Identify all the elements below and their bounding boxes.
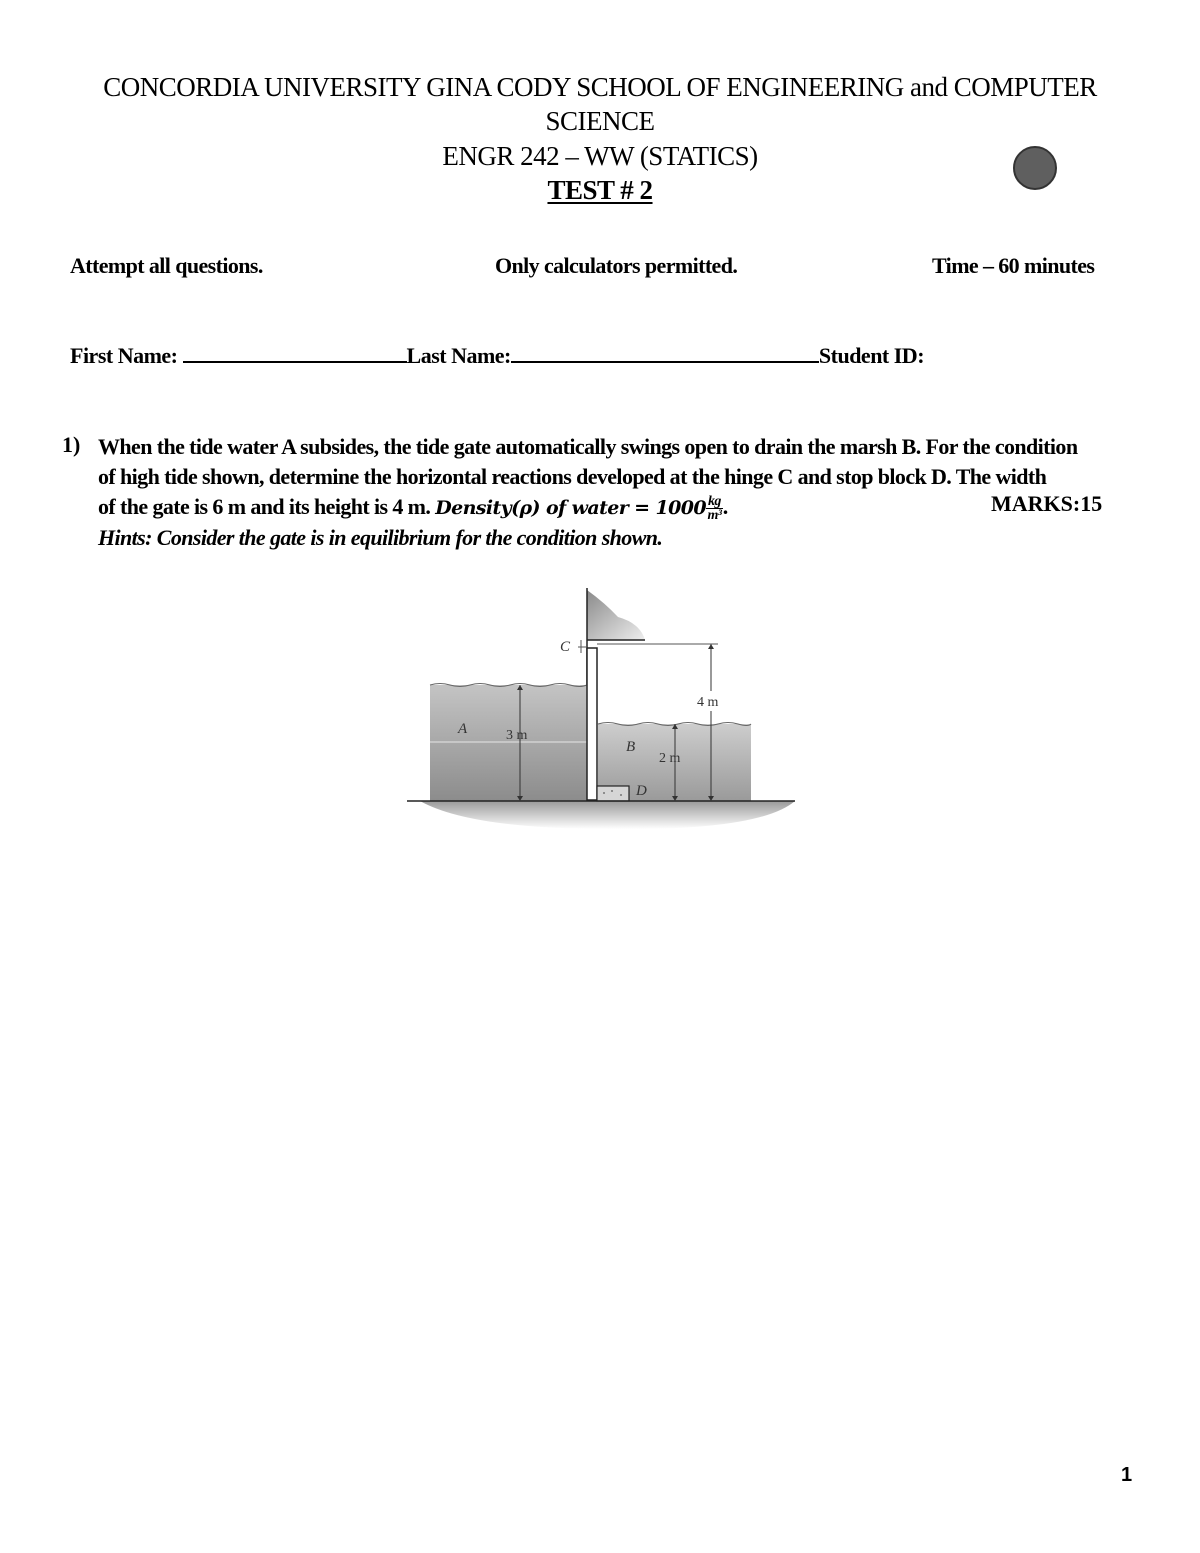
first-name-field[interactable] bbox=[183, 341, 407, 363]
last-name-field[interactable] bbox=[511, 341, 819, 363]
question-text bbox=[98, 432, 1138, 553]
instruction-calculators: Only calculators permitted. bbox=[495, 253, 738, 278]
stop-block-texture bbox=[611, 790, 613, 792]
label-b: B bbox=[626, 739, 636, 755]
instruction-attempt: Attempt all questions. bbox=[70, 253, 263, 278]
page-number: 1 bbox=[1121, 1464, 1133, 1486]
gate bbox=[587, 648, 597, 800]
question-line-1: When the tide water A subsides, the tide gate automatically swings open to drain the marsh B. For the condition bbox=[98, 434, 1078, 459]
density-expression: Density(ρ) of water = 1000 bbox=[435, 497, 706, 519]
student-info-row bbox=[70, 341, 924, 369]
question-line-3 bbox=[98, 492, 1138, 523]
last-name-label: Last Name: bbox=[406, 343, 511, 368]
water-a bbox=[430, 685, 587, 801]
record-dot-icon bbox=[1013, 146, 1057, 190]
test-title-text: TEST # 2 bbox=[547, 175, 653, 205]
question-line-3-text: of the gate is 6 m and its height is 4 m. bbox=[98, 494, 431, 519]
label-c: C bbox=[560, 639, 571, 655]
instruction-time: Time – 60 minutes bbox=[932, 253, 1095, 278]
upper-wall bbox=[587, 590, 645, 640]
first-name-label: First Name: bbox=[70, 343, 178, 368]
density-unit-numerator: kg bbox=[707, 494, 721, 510]
tide-gate-figure bbox=[400, 585, 805, 835]
dim-3m-label: 3 m bbox=[506, 728, 528, 743]
question-hint: Hints: Consider the gate is in equilibrium for the condition shown. bbox=[98, 525, 663, 550]
ground-shadow bbox=[420, 801, 795, 829]
question-number: 1) bbox=[62, 432, 81, 457]
stop-block-texture bbox=[620, 794, 622, 796]
question-marks: MARKS:15 bbox=[991, 491, 1103, 516]
density-unit-denominator: m³ bbox=[707, 508, 722, 524]
stop-block-texture bbox=[603, 792, 605, 794]
dim-4m-arrow-top bbox=[708, 644, 714, 649]
university-title-line1: CONCORDIA UNIVERSITY GINA CODY SCHOOL OF ENGINEERING and COMPUTER bbox=[103, 72, 1097, 102]
density-unit bbox=[706, 495, 723, 522]
student-id-label: Student ID: bbox=[818, 343, 925, 368]
question-line-2: of high tide shown, determine the horizontal reactions developed at the hinge C and stop block D. The width bbox=[98, 464, 1047, 489]
label-d: D bbox=[636, 783, 647, 799]
dim-2m-label: 2 m bbox=[659, 751, 681, 766]
stop-block bbox=[597, 786, 629, 801]
university-title-line2: SCIENCE bbox=[545, 106, 655, 136]
dim-4m-label: 4 m bbox=[697, 695, 719, 710]
question-line-3-suffix: . bbox=[722, 494, 728, 519]
label-a: A bbox=[458, 721, 468, 737]
course-title: ENGR 242 – WW (STATICS) bbox=[442, 141, 758, 171]
